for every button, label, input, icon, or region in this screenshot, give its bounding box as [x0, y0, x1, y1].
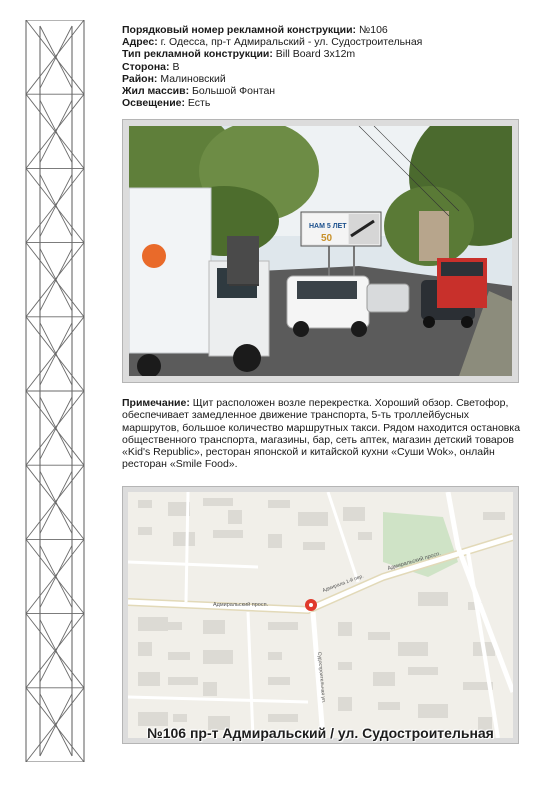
photo-frame [122, 119, 519, 383]
map-street-east: Адмирала 1-й пер. [321, 573, 365, 594]
info-block [122, 24, 532, 109]
street-photo [129, 126, 512, 376]
note-label: Примечание: [122, 397, 190, 409]
map-view [128, 492, 513, 738]
map-street-cross: Судостроительная ул. [316, 651, 327, 704]
info-lighting: Освещение: Есть [122, 97, 211, 110]
info-address: Адрес: г. Одесса, пр-т Адмиральский - ул. Судостроительная [122, 36, 423, 49]
kiosk-sign [227, 236, 259, 284]
silver-car [367, 284, 409, 312]
billboard-line2: 50 [321, 233, 333, 244]
info-district: Район: Малиновский [122, 72, 226, 85]
white-suv [287, 276, 369, 337]
note-text: Щит расположен возле перекрестка. Хороший обзор. Светофор, обеспечивает замедленное движение транспорта, 5-ть троллейбусных маршрутов, большое количество маршрутных такси. Рядом находится остановка общественного транспорта, магазины, бар, сеть аптек, магазин детский товаров «Kid's Republic», ресторан японской и китайской кухни «Суши Wok», онлайн ресторан «Smile Food». [122, 397, 521, 471]
decorative-truss [22, 20, 88, 762]
map-caption: №106 пр-т Адмиральский / ул. Судостроительная [147, 725, 494, 741]
red-bus [437, 258, 487, 308]
map-street-main-2: Адмиральский просп. [386, 550, 442, 572]
info-number: Порядковый номер рекламной конструкции: №106 [122, 24, 388, 36]
info-type: Тип рекламной конструкции: Bill Board 3x12m [122, 48, 356, 61]
info-side: Сторона: B [122, 60, 180, 73]
billboard-line1: НАМ 5 ЛЕТ [309, 223, 347, 230]
map-street-main: Адмиральский просп. [213, 602, 269, 608]
map-frame [122, 486, 519, 744]
note-block [122, 397, 522, 471]
info-residential: Жил массив: Большой Фонтан [122, 85, 276, 98]
location-marker-icon [305, 599, 317, 611]
